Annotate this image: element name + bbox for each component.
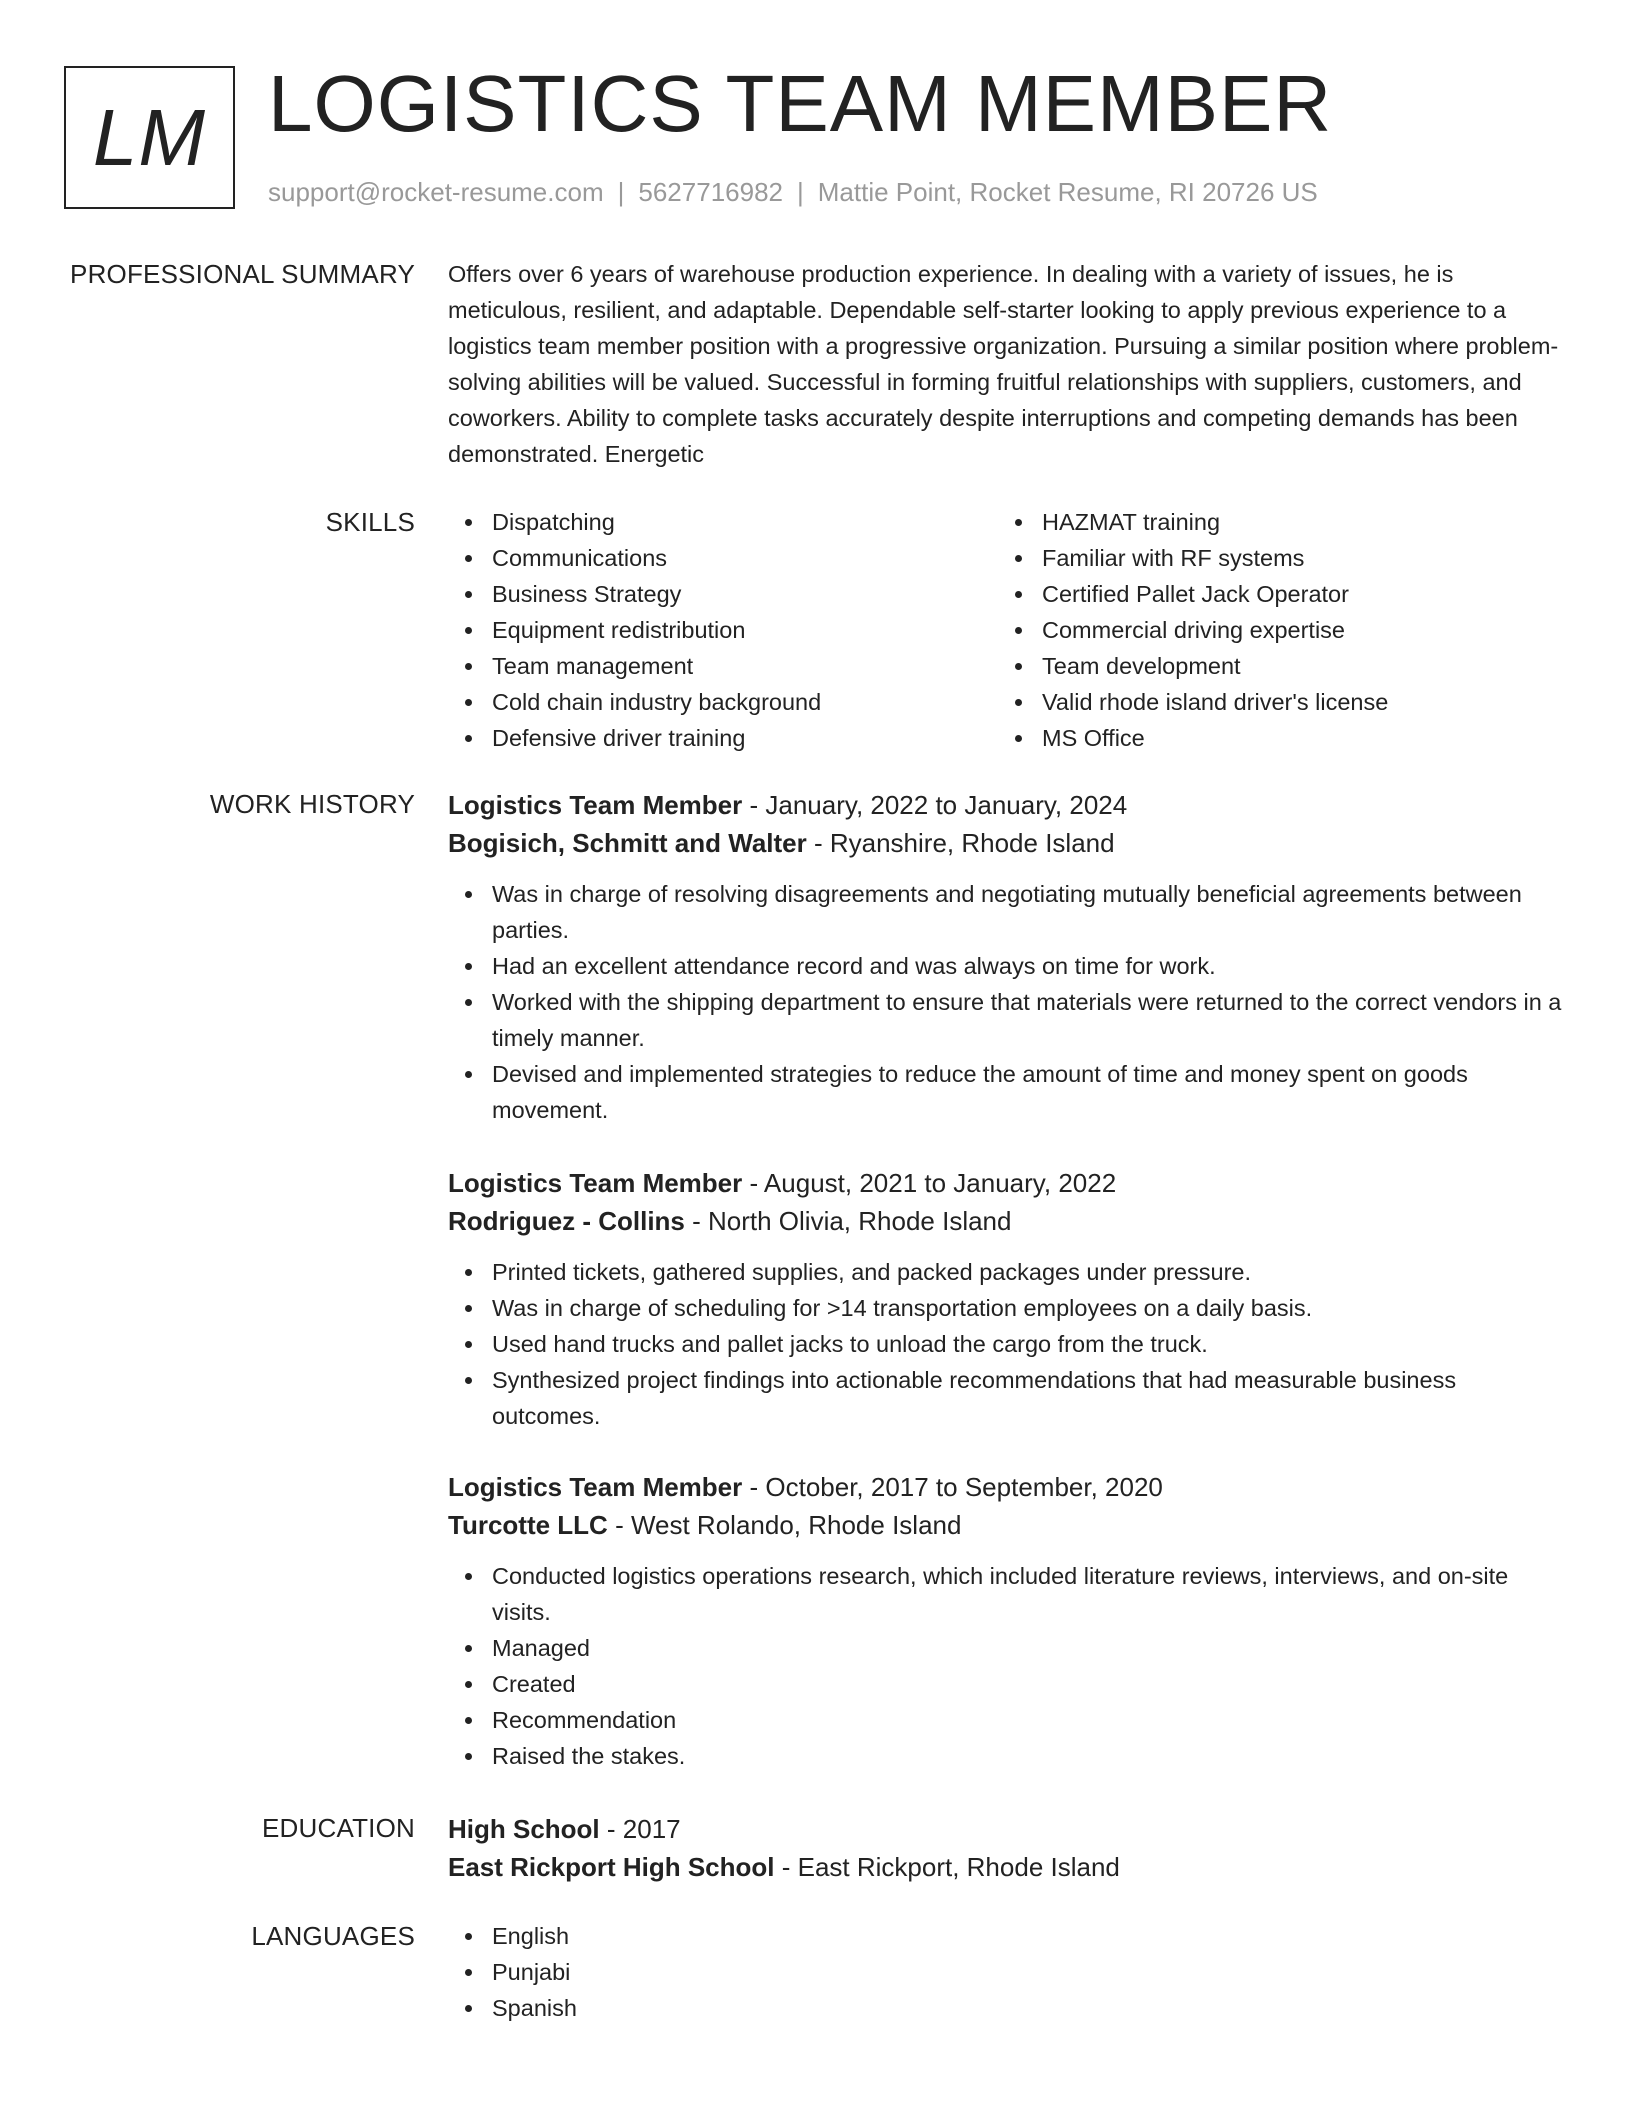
job-bullet: Recommendation	[448, 1702, 1568, 1738]
job-title: Logistics Team Member	[448, 790, 743, 820]
summary-label: PROFESSIONAL SUMMARY	[70, 259, 415, 289]
skill-item: Defensive driver training	[448, 720, 998, 756]
language-item: Spanish	[448, 1990, 1568, 2026]
skill-item: Cold chain industry background	[448, 684, 998, 720]
skill-item: Equipment redistribution	[448, 612, 998, 648]
education-school: East Rickport High School	[448, 1852, 775, 1882]
language-item: English	[448, 1918, 1568, 1954]
job-bullet: Was in charge of resolving disagreements and negotiating mutually beneficial agreements between parties.	[448, 876, 1568, 948]
contact-line	[268, 176, 1318, 208]
skill-item: MS Office	[998, 720, 1548, 756]
skill-item: Commercial driving expertise	[998, 612, 1548, 648]
job-bullet: Printed tickets, gathered supplies, and packed packages under pressure.	[448, 1254, 1568, 1290]
job-bullet: Managed	[448, 1630, 1568, 1666]
skill-item: Team management	[448, 648, 998, 684]
education-entry	[448, 1810, 1568, 1886]
education-degree-line	[448, 1810, 1568, 1848]
skill-item: Business Strategy	[448, 576, 998, 612]
job-location: - Ryanshire, Rhode Island	[806, 828, 1115, 858]
job-title-line	[448, 786, 1568, 824]
summary-text: Offers over 6 years of warehouse production experience. In dealing with a variety of issues, he is meticulous, resilient, and adaptable. Dependable self-starter looking to apply previous experience to a logistics team member position with a progressive organization. Pursuing a similar position where problem-solving abilities will be valued. Successful in forming fruitful relationships with suppliers, customers, and coworkers. Ability to complete tasks accurately despite interruptions and competing demands has been demonstrated. Energetic	[448, 261, 1559, 467]
job-bullet: Created	[448, 1666, 1568, 1702]
job-dates: - October, 2017 to September, 2020	[742, 1472, 1163, 1502]
education-school-line	[448, 1848, 1568, 1886]
contact-email[interactable]: support@rocket-resume.com	[268, 177, 604, 207]
job-company-line	[448, 1506, 1568, 1544]
skill-item: Certified Pallet Jack Operator	[998, 576, 1548, 612]
skill-item: Communications	[448, 540, 998, 576]
job-title-line	[448, 1468, 1568, 1506]
job-company-line	[448, 824, 1568, 862]
job-title: Logistics Team Member	[448, 1472, 743, 1502]
education-location: - East Rickport, Rhode Island	[774, 1852, 1120, 1882]
job-entry	[448, 1468, 1568, 1774]
job-location: - North Olivia, Rhode Island	[684, 1206, 1012, 1236]
job-bullets	[448, 1558, 1568, 1774]
job-bullet: Had an excellent attendance record and was always on time for work.	[448, 948, 1568, 984]
initials-monogram	[64, 66, 235, 209]
initials-text: LM	[92, 92, 207, 182]
job-location: - West Rolando, Rhode Island	[607, 1510, 962, 1540]
job-title-line	[448, 1164, 1568, 1202]
job-entry	[448, 1164, 1568, 1434]
skill-item: Familiar with RF systems	[998, 540, 1548, 576]
job-dates: - January, 2022 to January, 2024	[742, 790, 1128, 820]
job-bullet: Devised and implemented strategies to reduce the amount of time and money spent on goods movement.	[448, 1056, 1568, 1128]
education-label: EDUCATION	[262, 1813, 415, 1843]
job-entry	[448, 786, 1568, 1128]
job-bullet: Conducted logistics operations research, which included literature reviews, interviews, and on-site visits.	[448, 1558, 1568, 1630]
job-title: Logistics Team Member	[448, 1168, 743, 1198]
job-bullet: Worked with the shipping department to ensure that materials were returned to the correct vendors in a timely manner.	[448, 984, 1568, 1056]
contact-address: Mattie Point, Rocket Resume, RI 20726 US	[817, 177, 1318, 207]
skill-item: Team development	[998, 648, 1548, 684]
job-company-line	[448, 1202, 1568, 1240]
job-company: Bogisich, Schmitt and Walter	[448, 828, 807, 858]
skill-item: Valid rhode island driver's license	[998, 684, 1548, 720]
job-bullet: Synthesized project findings into actionable recommendations that had measurable business outcomes.	[448, 1362, 1568, 1434]
education-year: - 2017	[599, 1814, 681, 1844]
job-dates: - August, 2021 to January, 2022	[742, 1168, 1117, 1198]
job-bullets	[448, 1254, 1568, 1434]
skill-item: HAZMAT training	[998, 504, 1548, 540]
job-company: Rodriguez - Collins	[448, 1206, 685, 1236]
job-bullet: Was in charge of scheduling for >14 transportation employees on a daily basis.	[448, 1290, 1568, 1326]
skills-list-right	[998, 504, 1548, 756]
resume-title: LOGISTICS TEAM MEMBER	[268, 59, 1333, 148]
job-bullets	[448, 876, 1568, 1128]
language-item: Punjabi	[448, 1954, 1568, 1990]
job-bullet: Raised the stakes.	[448, 1738, 1568, 1774]
languages-label: LANGUAGES	[251, 1921, 415, 1951]
skills-list-left	[448, 504, 998, 756]
languages-list	[448, 1918, 1568, 2026]
education-degree: High School	[448, 1814, 600, 1844]
contact-separator: |	[797, 177, 804, 207]
skill-item: Dispatching	[448, 504, 998, 540]
skills-grid	[448, 504, 1568, 756]
skills-label: SKILLS	[325, 507, 415, 537]
job-company: Turcotte LLC	[448, 1510, 608, 1540]
contact-phone[interactable]: 5627716982	[638, 177, 783, 207]
contact-separator: |	[617, 177, 625, 207]
work-history-label: WORK HISTORY	[209, 789, 415, 819]
job-bullet: Used hand trucks and pallet jacks to unload the cargo from the truck.	[448, 1326, 1568, 1362]
